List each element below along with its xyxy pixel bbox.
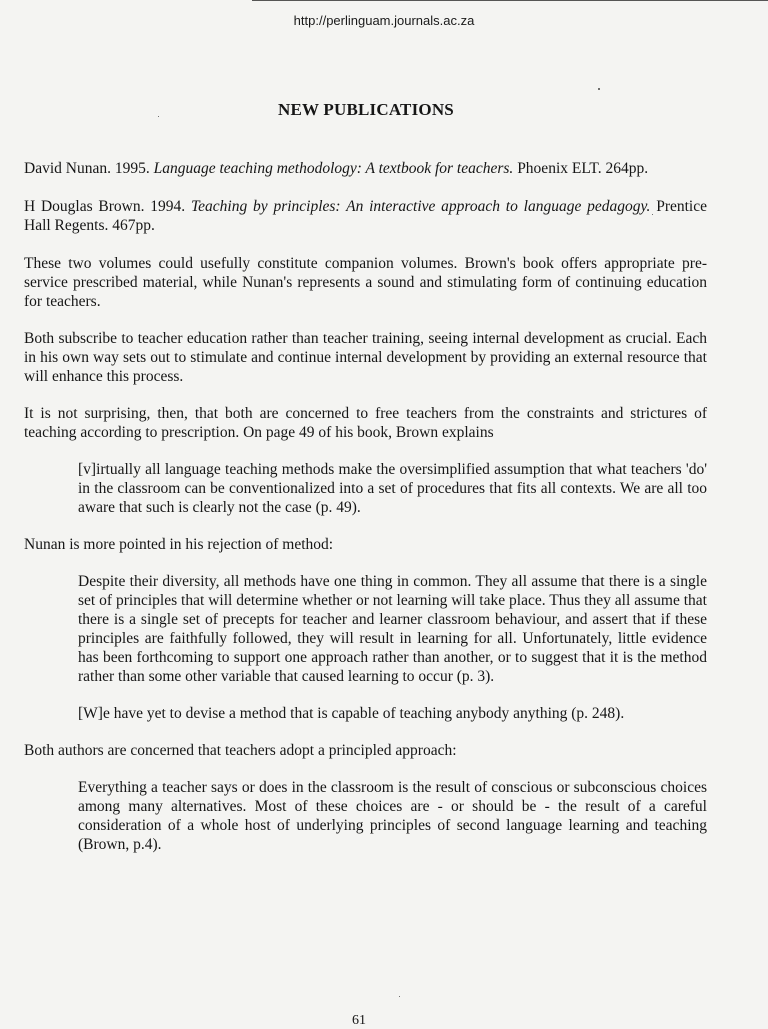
paragraph: It is not surprising, then, that both are concerned to free teachers from the constraints and strictures of teaching according to prescription. On page 49 of his book, Brown explains [24, 405, 707, 441]
article-body [24, 159, 707, 872]
scan-speck [399, 996, 400, 997]
paragraph: Both authors are concerned that teachers adopt a principled approach: [24, 742, 457, 759]
paragraph: Both subscribe to teacher education rather than teacher training, seeing internal development as crucial. Each in his own way sets out to stimulate and continue internal development by providing an external resource that will enhance this process. [24, 330, 707, 385]
scan-speck [158, 116, 159, 117]
paragraph: Nunan is more pointed in his rejection of method: [24, 536, 334, 553]
reference-author-year: H Douglas Brown. 1994. [24, 198, 186, 215]
reference-brown [24, 197, 707, 235]
reference-publisher: Prentice Hall Regents. 467pp. [24, 198, 707, 234]
scan-speck [652, 214, 653, 215]
scan-speck [598, 88, 600, 90]
reference-nunan [24, 159, 707, 178]
top-rule [252, 0, 768, 1]
reference-author-year: David Nunan. 1995. [24, 160, 150, 177]
block-quote: [W]e have yet to devise a method that is capable of teaching anybody anything (p. 248). [78, 705, 625, 722]
reference-publisher: Phoenix ELT. 264pp. [517, 160, 649, 177]
block-quote: Everything a teacher says or does in the classroom is the result of conscious or subconscious choices among many alternatives. Most of these choices are - or should be - the result of a careful consideration of a whole host of underlying principles of second language learning and teaching (Brown, p.4). [78, 779, 707, 853]
block-quote: Despite their diversity, all methods have one thing in common. They all assume that there is a single set of principles that will determine whether or not learning will take place. Thus they all assume that there is a single set of precepts for teacher and learner classroom behaviour, and assert that if these principles are faithfully followed, they will result in learning for all. Unfortunately, little evidence has been forthcoming to support one approach rather than another, or to suggest that it is the method rather than some other variable that caused learning to occur (p. 3). [78, 573, 707, 685]
page-number: 61 [352, 1013, 366, 1028]
source-url: http://perlinguam.journals.ac.za [293, 13, 475, 28]
reference-title: Teaching by principles: An interactive approach to language pedagogy. [190, 198, 651, 215]
page-title: NEW PUBLICATIONS [278, 100, 454, 119]
reference-title: Language teaching methodology: A textbook for teachers. [153, 160, 514, 177]
block-quote: [v]irtually all language teaching methods make the oversimplified assumption that what teachers 'do' in the classroom can be conventionalized into a set of procedures that fits all contexts. We are all too aware that such is clearly not the case (p. 49). [78, 461, 707, 516]
paragraph: These two volumes could usefully constitute companion volumes. Brown's book offers appropriate pre-service prescribed material, while Nunan's represents a sound and stimulating form of continuing education for teachers. [24, 255, 707, 310]
